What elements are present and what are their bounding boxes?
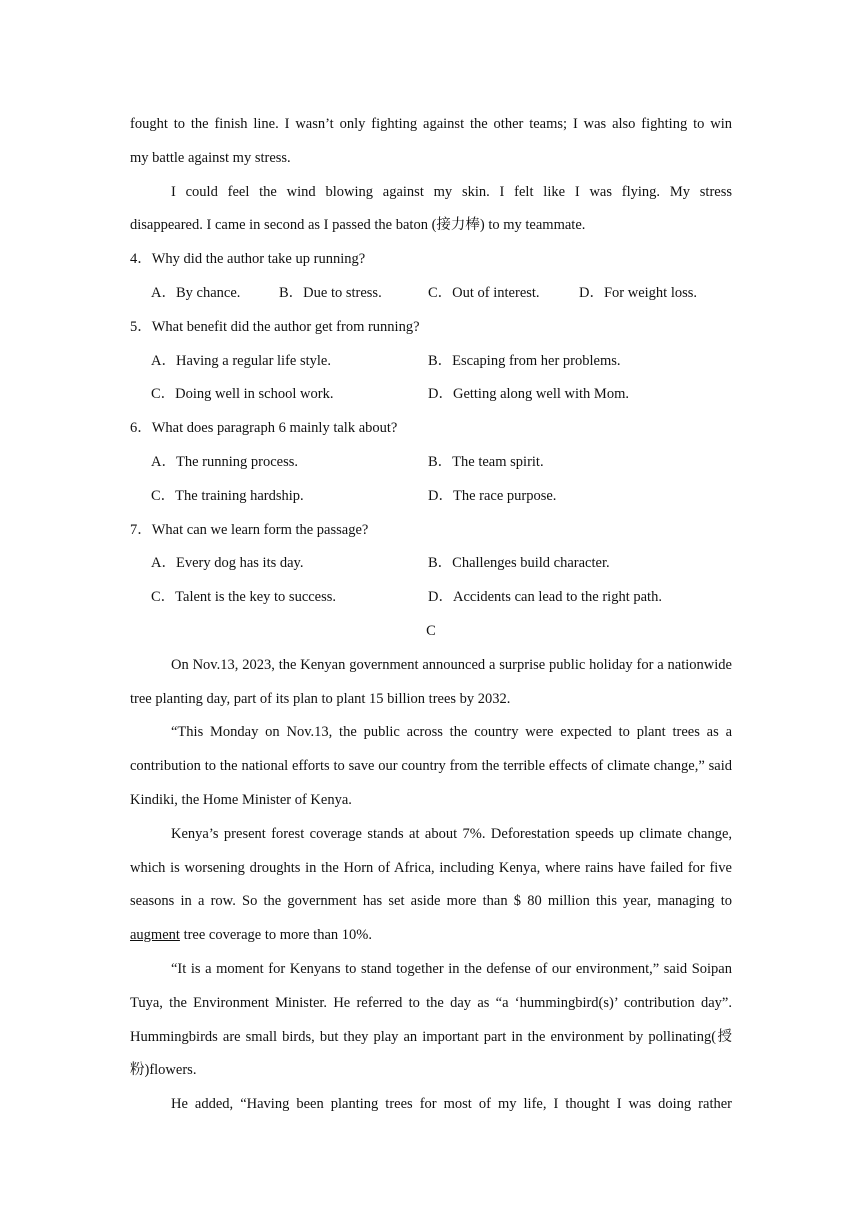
question-6-options-row2 xyxy=(130,480,732,514)
question-7-options-row1 xyxy=(130,547,732,581)
question-5-stem: 5．What benefit did the author get from running? xyxy=(130,318,420,335)
option-d[interactable]: D．For weight loss. xyxy=(579,284,698,301)
question-4-stem: 4．Why did the author take up running? xyxy=(130,251,366,268)
paragraph-text: Kenya’s present forest coverage stands at about 7%. Deforestation speeds up climate change, which is worsening droughts in the Horn of Africa, including Kenya, where rains have failed for five seasons in a row. So the government has set aside more than $ 80 million this year, managing to xyxy=(130,825,732,910)
question-5-options-row1 xyxy=(130,345,732,379)
question-4-options xyxy=(130,277,732,311)
option-d[interactable]: D．Getting along well with Mom. xyxy=(428,386,629,403)
option-a[interactable]: A．By chance. xyxy=(151,284,241,301)
section-c-paragraph-1: On Nov.13, 2023, the Kenyan government announced a surprise public holiday for a nationwide tree planting day, part of its plan to plant 15 billion trees by 2032. xyxy=(130,656,732,707)
question-7-stem: 7．What can we learn form the passage? xyxy=(130,521,369,538)
page-content xyxy=(130,108,732,1122)
option-a[interactable]: A．Every dog has its day. xyxy=(151,555,304,572)
option-b[interactable]: B．Challenges build character. xyxy=(428,555,610,572)
passage-line: fought to the finish line. I wasn’t only fighting against the other teams; I was also fighting to win xyxy=(130,116,732,132)
section-c-paragraph-4: “It is a moment for Kenyans to stand together in the defense of our environment,” said Soipan Tuya, the Environment Minister. He referred to the day as “a ‘hummingbird(s)’ contribution day”. Hummingbirds are small birds, but they play an important part in the environment by pollinating(授粉)flowers. xyxy=(130,960,732,1079)
option-d[interactable]: D．Accidents can lead to the right path. xyxy=(428,589,662,606)
question-7-options-row2 xyxy=(130,581,732,615)
section-c-paragraph-5: He added, “Having been planting trees for most of my life, I thought I was doing rather xyxy=(171,1096,732,1113)
section-heading: C xyxy=(426,622,436,639)
option-c[interactable]: C．Talent is the key to success. xyxy=(151,589,337,606)
option-a[interactable]: A．The running process. xyxy=(151,453,298,470)
question-6-options-row1 xyxy=(130,446,732,480)
passage-line: disappeared. I came in second as I passed the baton (接力棒) to my teammate. xyxy=(130,217,586,234)
option-b[interactable]: B．Escaping from her problems. xyxy=(428,352,621,369)
option-c[interactable]: C．Doing well in school work. xyxy=(151,386,334,403)
option-b[interactable]: B．Due to stress. xyxy=(279,284,382,301)
question-5-options-row2 xyxy=(130,378,732,412)
option-c[interactable]: C．The training hardship. xyxy=(151,487,304,504)
paragraph-text: tree coverage to more than 10%. xyxy=(179,927,372,944)
passage-line: my battle against my stress. xyxy=(130,149,291,166)
option-c[interactable]: C．Out of interest. xyxy=(428,284,540,301)
option-d[interactable]: D．The race purpose. xyxy=(428,487,557,504)
question-6-stem: 6．What does paragraph 6 mainly talk about? xyxy=(130,420,398,437)
section-c-paragraph-2: “This Monday on Nov.13, the public across the country were expected to plant trees as a contribution to the national efforts to save our country from the terrible effects of climate change,” said Kindiki, the Home Minister of Kenya. xyxy=(130,724,732,808)
option-b[interactable]: B．The team spirit. xyxy=(428,453,544,470)
passage-line: I could feel the wind blowing against my skin. I felt like I was flying. My stress xyxy=(171,183,732,200)
section-c-paragraph-3 xyxy=(130,818,732,953)
underlined-word: augment xyxy=(130,927,180,944)
option-a[interactable]: A．Having a regular life style. xyxy=(151,352,331,369)
